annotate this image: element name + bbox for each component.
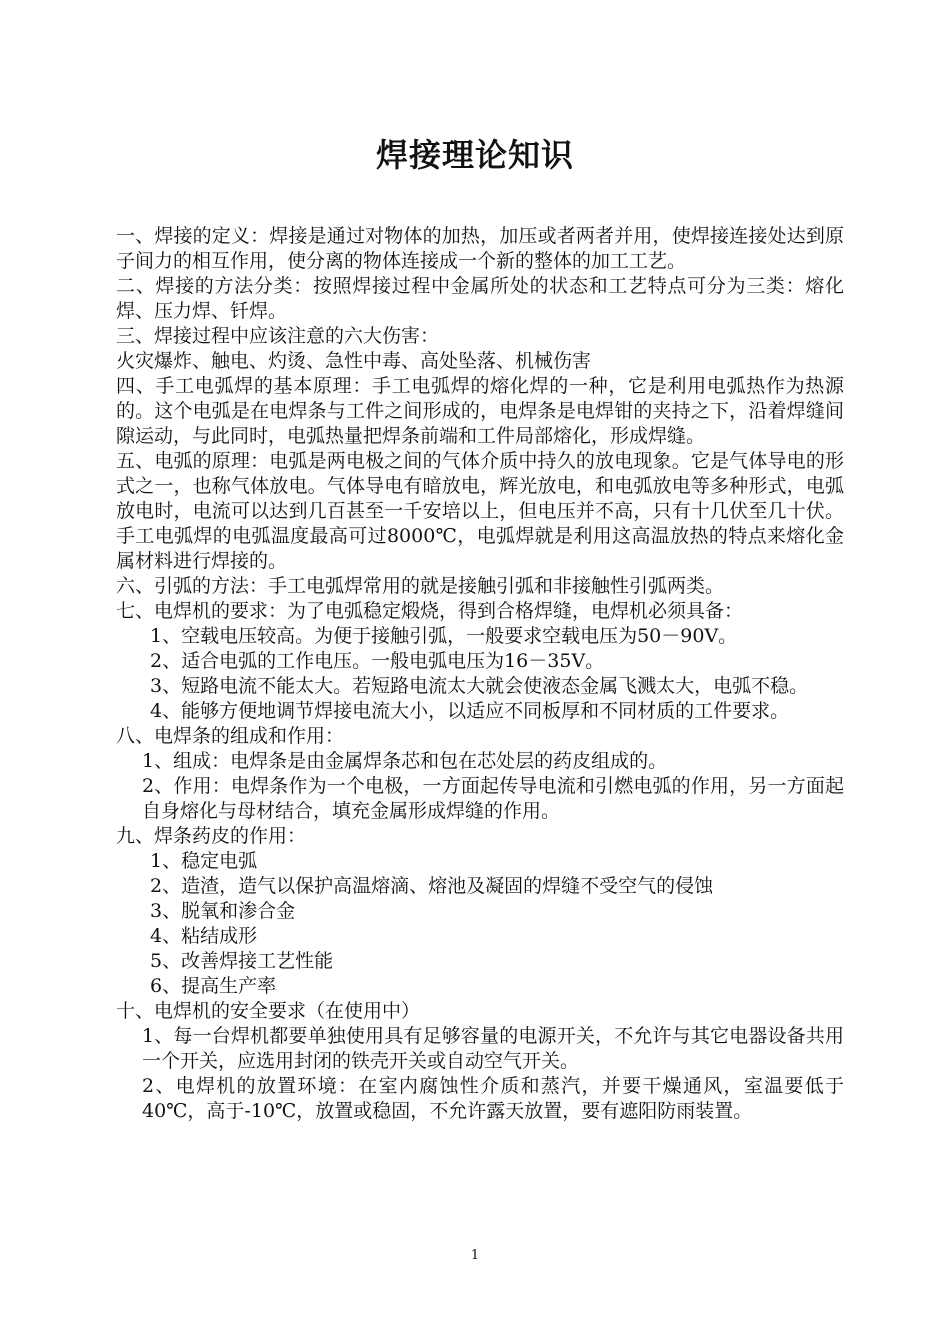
section-8-electrode-heading: 八、电焊条的组成和作用： [116,725,345,747]
section-2-classification: 二、焊接的方法分类：按照焊接过程中金属所处的状态和工艺特点可分为三类：熔化焊、压力焊、钎焊。 [116,275,844,322]
list-item: 1、稳定电弧 [150,850,258,872]
section-7-welder-requirements: 七、电焊机的要求：为了电弧稳定煅烧，得到合格焊缝，电焊机必须具备： [116,600,744,622]
list-item: 3、脱氧和渗合金 [150,900,296,922]
list-item: 3、短路电流不能太大。若短路电流太大就会使液态金属飞溅太大，电弧不稳。 [150,675,809,697]
section-3-hazards-heading: 三、焊接过程中应该注意的六大伤害： [116,325,440,347]
list-item: 2、适合电弧的工作电压。一般电弧电压为16－35V。 [150,650,605,672]
section-9-coating-heading: 九、焊条药皮的作用： [116,825,307,847]
list-item: 1、组成：电焊条是由金属焊条芯和包在芯处层的药皮组成的。 [142,750,668,772]
list-item: 2、电焊机的放置环境：在室内腐蚀性介质和蒸汽，并要干燥通风，室温要低于40℃，高于-10℃，放置或稳固，不允许露天放置，要有遮阳防雨装置。 [142,1075,844,1122]
section-6-arc-striking: 六、引弧的方法：手工电弧焊常用的就是接触引弧和非接触性引弧两类。 [116,575,725,597]
list-item: 2、造渣，造气以保护高温熔滴、熔池及凝固的焊缝不受空气的侵蚀 [150,875,714,897]
page-title: 焊接理论知识 [375,136,574,174]
section-3-hazards-list: 火灾爆炸、触电、灼烫、急性中毒、高处坠落、机械伤害 [116,350,592,372]
list-item: 4、能够方便地调节焊接电流大小，以适应不同板厚和不同材质的工件要求。 [150,700,790,722]
list-item: 1、空载电压较高。为便于接触引弧，一般要求空载电压为50－90V。 [150,625,738,647]
page-number: 1 [470,1248,480,1263]
section-1-definition: 一、焊接的定义：焊接是通过对物体的加热，加压或者两者并用，使焊接连接处达到原子间力的相互作用，使分离的物体连接成一个新的整体的加工工艺。 [116,225,844,272]
list-item: 2、作用：电焊条作为一个电极，一方面起传导电流和引燃电弧的作用，另一方面起自身熔化与母材结合，填充金属形成焊缝的作用。 [142,775,844,822]
list-item: 6、提高生产率 [150,975,277,997]
list-item: 4、粘结成形 [150,925,258,947]
section-4-principle: 四、手工电弧焊的基本原理：手工电弧焊的熔化焊的一种，它是利用电弧热作为热源的。这个电弧是在电焊条与工件之间形成的，电焊条是电焊钳的夹持之下，沿着焊缝间隙运动，与此同时，电弧热量把焊条前端和工件局部熔化，形成焊缝。 [116,375,844,447]
list-item: 5、改善焊接工艺性能 [150,950,334,972]
document-body [116,224,844,1124]
list-item: 1、每一台焊机都要单独使用具有足够容量的电源开关，不允许与其它电器设备共用一个开关，应选用封闭的铁壳开关或自动空气开关。 [142,1025,844,1072]
section-10-safety-heading: 十、电焊机的安全要求（在使用中） [116,1000,421,1022]
section-5-arc-principle: 五、电弧的原理：电弧是两电极之间的气体介质中持久的放电现象。它是气体导电的形式之一，也称气体放电。气体导电有暗放电，辉光放电，和电弧放电等多种形式，电弧放电时，电流可以达到几百甚至一千安培以上，但电压并不高，只有十几伏至几十伏。手工电弧焊的电弧温度最高可过8000℃，电弧焊就是利用这高温放热的特点来熔化金属材料进行焊接的。 [116,450,844,572]
